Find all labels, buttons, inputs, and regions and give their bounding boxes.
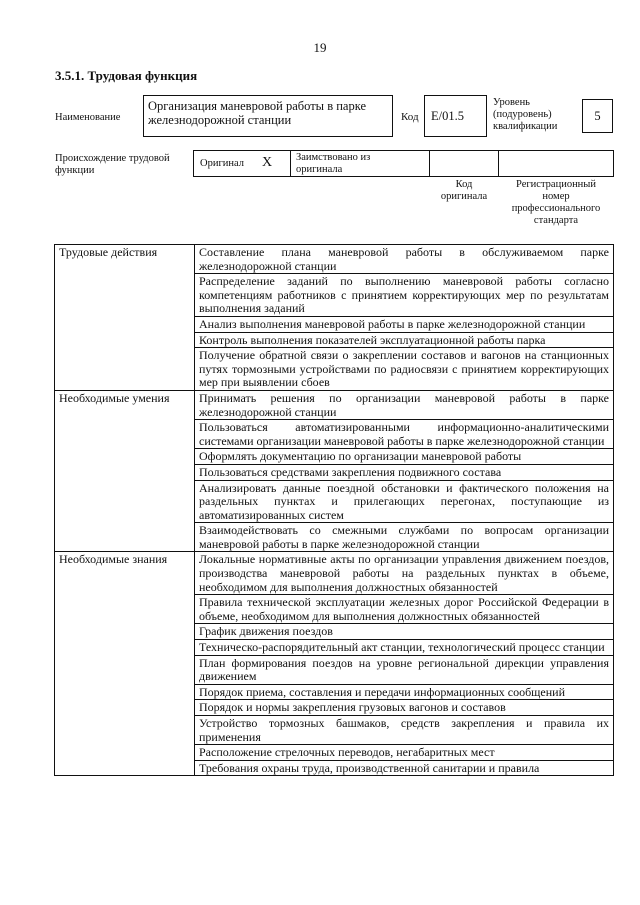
function-table [54, 244, 614, 776]
item-cell: Анализ выполнения маневровой работы в парке железнодорожной станции [195, 316, 614, 332]
item-cell: Анализировать данные поездной обстановки и фактического положения на раздельных пунктах и прилегающих перегонах, поступающие из автоматизированных систем [195, 480, 614, 523]
item-cell: График движения поездов [195, 624, 614, 640]
origin-label: Происхождение трудовой функции [55, 153, 170, 176]
category-cell: Трудовые действия [55, 245, 195, 391]
item-cell: Контроль выполнения показателей эксплуатационной работы парка [195, 332, 614, 348]
code-label: Код [401, 111, 419, 123]
item-cell: Получение обратной связи о закреплении составов и вагонов на станционных путях тормозными устройствами по радиосвязи с принятием корректирующих мер при выявлении сбоев [195, 348, 614, 391]
original-mark: X [262, 155, 273, 170]
item-cell: План формирования поездов на уровне региональной дирекции управления движением [195, 655, 614, 684]
name-value-box [143, 95, 393, 137]
table-row [55, 390, 614, 419]
code-value-box [424, 95, 487, 137]
table-row [55, 245, 614, 274]
item-cell: Принимать решения по организации маневровой работы в парке железнодорожной станции [195, 390, 614, 419]
origin-divider-2 [429, 150, 430, 177]
item-cell: Пользоваться средствами закрепления подвижного состава [195, 464, 614, 480]
category-cell: Необходимые знания [55, 552, 195, 776]
item-cell: Правила технической эксплуатации железных дорог Российской Федерации в объеме, необходимом для выполнения должностных обязанностей [195, 595, 614, 624]
item-cell: Устройство тормозных башмаков, средств закрепления и правила их применения [195, 716, 614, 745]
item-cell: Оформлять документацию по организации маневровой работы [195, 449, 614, 465]
level-value-box [582, 99, 613, 133]
code-value: E/01.5 [431, 109, 464, 123]
item-cell: Взаимодействовать со смежными службами по вопросам организации маневровой работы в парке железнодорожной станции [195, 523, 614, 552]
reg-number-caption: Регистрационный номер профессионального стандарта [511, 179, 601, 226]
item-cell: Локальные нормативные акты по организации управления движением поездов, производства маневровой работы на раздельных пунктах в объеме, необходимом для выполнения должностных обязанностей [195, 552, 614, 595]
original-code-caption: Код оригинала [440, 179, 488, 202]
name-value: Организация маневровой работы в парке железнодорожной станции [148, 99, 367, 127]
page-number: 19 [313, 40, 327, 55]
item-cell: Порядок и нормы закрепления грузовых вагонов и составов [195, 700, 614, 716]
name-label: Наименование [55, 112, 121, 123]
item-cell: Распределение заданий по выполнению маневровой работы согласно компетенциям работников с принятием корректирующих мер по результатам выполнения заданий [195, 274, 614, 317]
origin-divider-3 [498, 150, 499, 177]
original-label: Оригинал [200, 158, 244, 169]
category-cell: Необходимые умения [55, 390, 195, 552]
table-row [55, 552, 614, 595]
item-cell: Пользоваться автоматизированными информационно-аналитическими системами организации маневровой работы в парке железнодорожной станции [195, 420, 614, 449]
origin-divider-1 [290, 150, 291, 177]
section-title: 3.5.1. Трудовая функция [55, 68, 198, 83]
item-cell: Составление плана маневровой работы в обслуживаемом парке железнодорожной станции [195, 245, 614, 274]
item-cell: Техническо-распорядительный акт станции, технологический процесс станции [195, 640, 614, 656]
level-value: 5 [594, 109, 601, 123]
item-cell: Порядок приема, составления и передачи информационных сообщений [195, 684, 614, 700]
item-cell: Расположение стрелочных переводов, негабаритных мест [195, 745, 614, 761]
item-cell: Требования охраны труда, производственной санитарии и правила [195, 760, 614, 776]
borrowed-label: Заимствовано из оригинала [296, 152, 371, 175]
level-label: Уровень (подуровень) квалификации [493, 97, 558, 132]
